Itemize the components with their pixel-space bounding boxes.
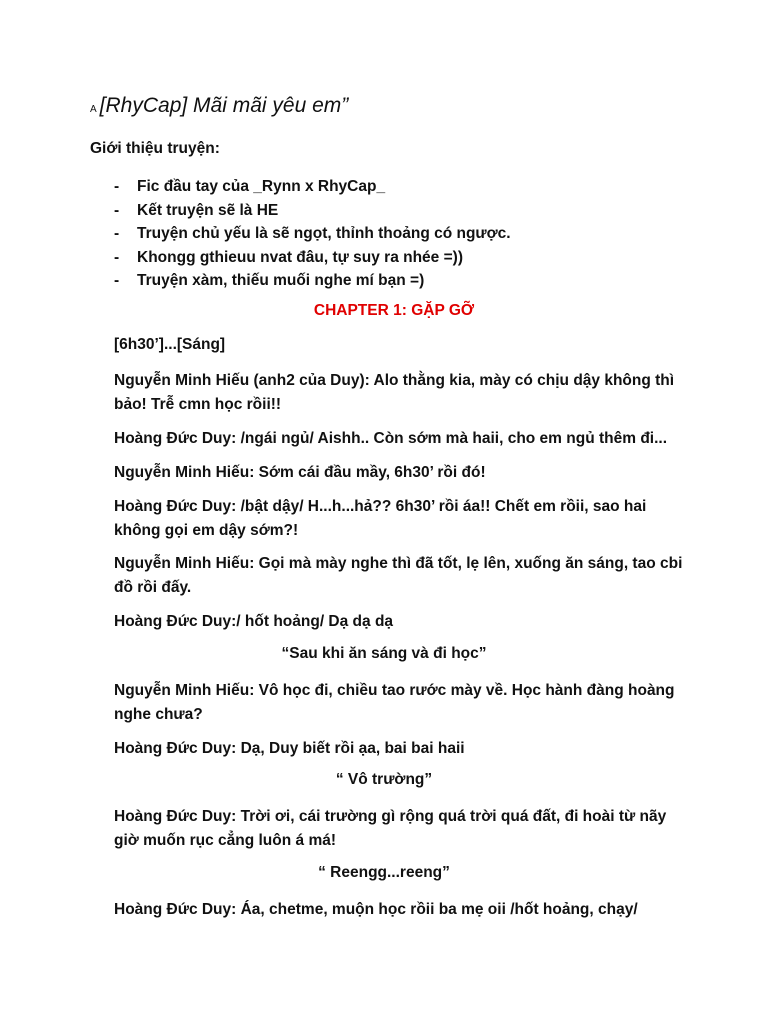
story-paragraph-time: [6h30’]...[Sáng] <box>114 336 226 353</box>
story-paragraph: Nguyễn Minh Hiếu: Sớm cái đầu mầy, 6h30’ rồi đó! <box>114 464 486 481</box>
list-item-text: Fic đầu tay của _Rynn x RhyCap_ <box>137 178 386 195</box>
bullet-dash: - <box>114 248 120 266</box>
story-paragraph: Nguyễn Minh Hiếu (anh2 của Duy): Alo thằng kia, mày có chịu dậy không thì bảo! Trễ cmn học rồii!! <box>114 372 675 413</box>
story-paragraph: Hoàng Đức Duy: Trời ơi, cái trường gì rộng quá trời quá đất, đi hoài từ nãy giờ muốn rục cẳng luôn á má! <box>114 808 667 849</box>
list-item <box>114 269 511 293</box>
list-item-text: Truyện xàm, thiếu muối nghe mí bạn =) <box>137 272 425 289</box>
story-paragraph: Nguyễn Minh Hiếu: Vô học đi, chiều tao rước mày về. Học hành đàng hoàng nghe chưa? <box>114 682 675 723</box>
story-paragraph: Nguyễn Minh Hiếu: Gọi mà mày nghe thì đã tốt, lẹ lên, xuống ăn sáng, tao cbi đồ rồi đấy. <box>114 555 683 596</box>
bullet-dash: - <box>114 225 120 242</box>
list-item-text: Truyện chủ yếu là sẽ ngọt, thỉnh thoảng có ngược. <box>137 225 511 242</box>
story-paragraph: Hoàng Đức Duy: /ngái ngủ/ Aishh.. Còn sớm mà haii, cho em ngủ thêm đi... <box>114 430 668 447</box>
list-item <box>114 199 511 223</box>
scene-caption: “ Vô trường” <box>335 771 433 788</box>
bullet-dash: - <box>114 272 120 289</box>
list-item-text: Khongg gthieuu nvat đâu, tự suy ra nhée =)) <box>137 248 463 266</box>
story-paragraph: Hoàng Đức Duy: Áa, chetme, muộn học rồii ba mẹ oii /hốt hoảng, chạy/ <box>114 901 638 918</box>
list-item <box>114 246 511 270</box>
list-item <box>114 175 511 199</box>
scene-caption: “ Reengg...reeng” <box>318 864 450 881</box>
scene-caption: “Sau khi ăn sáng và đi học” <box>281 645 487 662</box>
story-paragraph: Hoàng Đức Duy:/ hốt hoảng/ Dạ dạ dạ <box>114 613 394 630</box>
bullet-dash: - <box>114 178 120 195</box>
list-item-text: Kết truyện sẽ là HE <box>137 201 279 219</box>
list-item <box>114 222 511 246</box>
document-title <box>90 94 348 118</box>
chapter-heading: CHAPTER 1: GẶP GỠ <box>313 302 475 319</box>
intro-list <box>114 175 511 293</box>
title-prefix: A <box>90 104 97 115</box>
title-text: [RhyCap] Mãi mãi yêu em” <box>99 94 349 117</box>
story-paragraph: Hoàng Đức Duy: Dạ, Duy biết rồi ạa, bai bai haii <box>114 740 465 757</box>
story-paragraph: Hoàng Đức Duy: /bật dậy/ H...h...hả?? 6h30’ rồi áa!! Chết em rồii, sao hai không gọi em dậy sớm?! <box>114 498 647 539</box>
intro-heading: Giới thiệu truyện: <box>90 140 220 157</box>
bullet-dash: - <box>114 201 120 219</box>
